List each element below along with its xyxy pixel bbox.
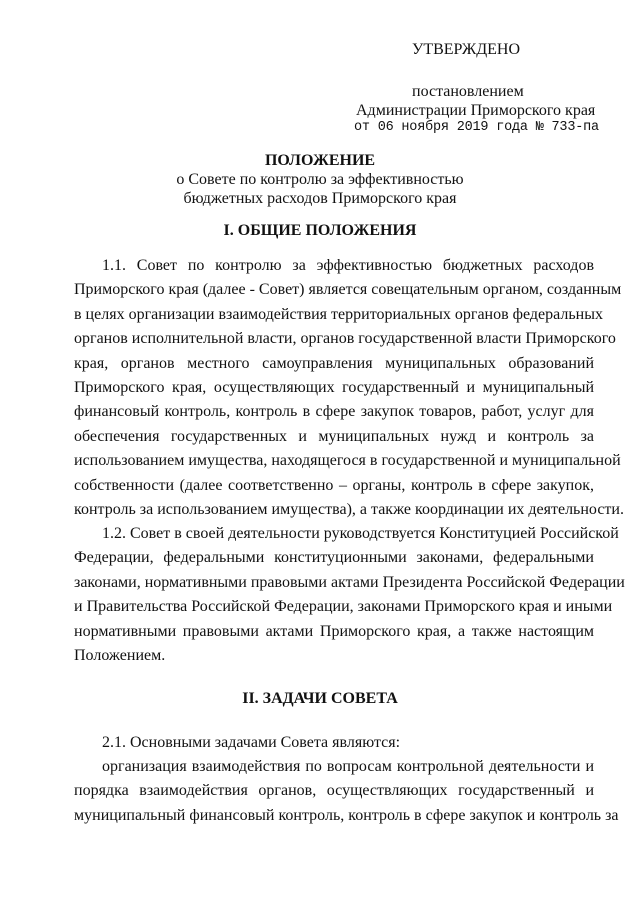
document-subtitle-line-1: о Совете по контролю за эффективностью (176, 171, 464, 188)
approval-decree-word: постановлением (412, 83, 524, 100)
paragraph-line: в целях организации взаимодействия территориальных органов федеральных (74, 305, 603, 323)
paragraph-line: контроль за использованием имущества), а также координации их деятельности. (74, 501, 624, 519)
paragraph-line: Приморского края (далее - Совет) является совещательным органом, созданным (74, 281, 622, 299)
document-title: ПОЛОЖЕНИЕ (264, 152, 376, 169)
paragraph-line: 2.1. Основными задачами Совета являются: (102, 734, 401, 751)
paragraph-line: края, органов местного самоуправления муниципальных образований (74, 354, 594, 372)
paragraph-line: нормативными правовыми актами Приморского края, а также настоящим (74, 622, 594, 640)
section-2-paragraph-1 (74, 731, 594, 755)
section-2-heading: II. ЗАДАЧИ СОВЕТА (242, 690, 398, 707)
section-1-heading: I. ОБЩИЕ ПОЛОЖЕНИЯ (223, 222, 417, 239)
document-subtitle-line-2: бюджетных расходов Приморского края (183, 190, 457, 207)
paragraph-line: муниципальный финансовый контроль, контроль в сфере закупок и контроль за (74, 806, 619, 824)
paragraph-line: органов исполнительной власти, органов государственной власти Приморского (74, 330, 616, 348)
paragraph-line: 1.2. Совет в своей деятельности руководствуется Конституцией Российской (102, 525, 619, 542)
paragraph-line: Приморского края, осуществляющих государственный и муниципальный (74, 379, 594, 397)
paragraph-line: обеспечения государственных и муниципальных нужд и контроль за (74, 427, 594, 445)
paragraph-line: порядка взаимодействия органов, осуществляющих государственный и (74, 782, 594, 800)
paragraph-line: собственности (далее соответственно – органы, контроль в сфере закупок, (74, 476, 594, 494)
section-1-paragraph-1 (74, 254, 624, 522)
paragraph-line: Положением. (74, 647, 166, 665)
section-2-paragraph-2 (74, 755, 619, 828)
paragraph-line: Федерации, федеральными конституционными законами, федеральными (74, 549, 594, 567)
paragraph-line: 1.1. Совет по контролю за эффективностью бюджетных расходов (102, 257, 594, 274)
paragraph-line: финансовый контроль, контроль в сфере закупок товаров, работ, услуг для (74, 403, 594, 421)
section-1-paragraph-2 (74, 522, 625, 668)
paragraph-line: и Правительства Российской Федерации, законами Приморского края и иными (74, 598, 613, 616)
paragraph-line: организация взаимодействия по вопросам контрольной деятельности и (102, 758, 594, 775)
approval-date-number: от 06 ноября 2019 года № 733-па (354, 120, 599, 135)
approval-administration: Администрации Приморского края (356, 102, 596, 119)
approval-stamp-title: УТВЕРЖДЕНО (412, 41, 521, 58)
paragraph-line: использованием имущества, находящегося в государственной и муниципальной (74, 452, 621, 470)
paragraph-line: законами, нормативными правовыми актами Президента Российской Федерации (74, 573, 625, 591)
